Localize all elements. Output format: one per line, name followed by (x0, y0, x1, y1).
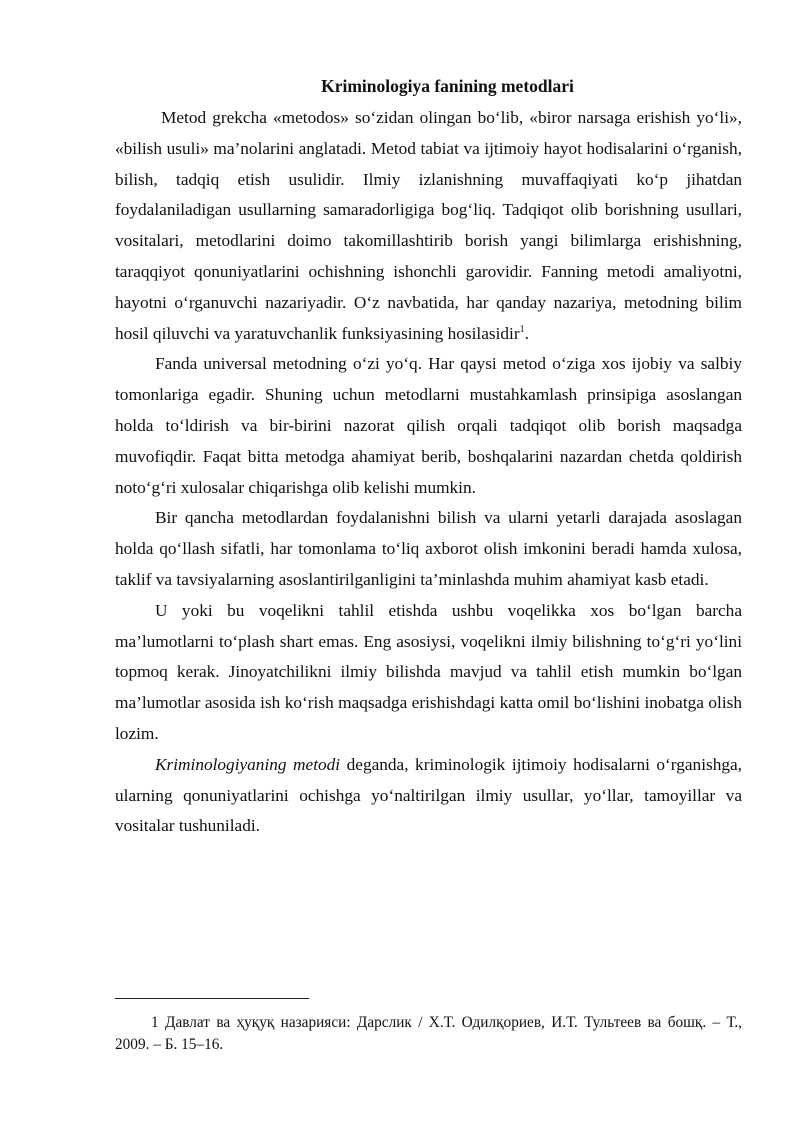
document-title: Kriminologiya fanining metodlari (321, 76, 574, 96)
footnote (115, 1012, 742, 1056)
paragraph-2 (115, 349, 742, 503)
paragraph-text: Bir qancha metodlardan foydalanishni bilish va ularni yetarli darajada asoslagan holda qo‘llash sifatli, har tomonlama to‘liq axborot olish imkonini beradi hamda xulosa, taklif va tavsiyalarning asoslantirilganligini ta’minlashda muhim ahamiyat kasb etadi. (115, 508, 742, 589)
footnote-reference[interactable]: 1 (519, 323, 525, 335)
paragraph-text: Fanda universal metodning o‘zi yo‘q. Har qaysi metod o‘ziga xos ijobiy va salbiy tomonlariga egadir. Shuning uchun metodlarni mustahkamlash prinsipiga asoslangan holda to‘ldirish va bir-birini nazorat qilish orqali tadqiqot olib borish maqsadga muvofiqdir. Faqat bitta metodga ahamiyat berib, boshqalarini nazardan chetda qoldirish noto‘g‘ri xulosalar chiqarishga olib kelishi mumkin. (115, 354, 742, 497)
paragraph-text: Metod grekcha «metodos» so‘zidan olingan bo‘lib, «biror narsaga erishish yo‘li», «bilish usuli» ma’nolarini anglatadi. Metod tabiat va ijtimoiy hayot hodisalarini o‘rganish, bilish, tadqiq etish usulidir. Ilmiy izlanishning muvaffaqiyati ko‘p jihatdan foydalaniladigan usullarning samaradorligiga bog‘liq. Tadqiqot olib borishning usullari, vositalari, metodlarini doimo takomillashtirib borish yangi bilimlarga erishishning, taraqqiyot qonuniyatlarini ochishning ishonchli garovidir. Fanning metodi amaliyotni, hayotni o‘rganuvchi nazariyadir. O‘z navbatida, har qanday nazariya, metodning bilim hosil qiluvchi va yaratuvchanlik funksiyasining hosilasidir (115, 108, 742, 343)
paragraph-5 (115, 750, 742, 842)
paragraph-text: deganda, kriminologik ijtimoiy hodisalarni o‘rganishga, ularning qonuniyatlarini ochishga yo‘naltirilgan ilmiy usullar, yo‘llar, tamoyillar va vositalar tushuniladi. (115, 754, 742, 836)
paragraph-text: U yoki bu voqelikni tahlil etishda ushbu voqelikka xos bo‘lgan barcha ma’lumotlarni to‘plash shart emas. Eng asosiysi, voqelikni ilmiy bilishning to‘g‘ri yo‘lini topmoq kerak. Jinoyatchilikni ilmiy bilishda mavjud va tahlil etish mumkin bo‘lgan ma’lumotlar asosida ish ko‘rish maqsadga erishishdagi katta omil bo‘lishini inobatga olish lozim. (115, 600, 742, 743)
paragraph-1 (115, 103, 742, 349)
paragraph-3 (115, 503, 742, 595)
italic-term: Kriminologiyaning metodi (155, 754, 341, 774)
paragraph-4 (115, 596, 742, 750)
footnote-separator (115, 998, 309, 999)
footnote-text: Давлат ва ҳуқуқ назарияси: Дарслик / Х.Т. Одилқориев, И.Т. Тультеев ва бошқ. – Т., 2009. – Б. 15–16. (115, 1014, 742, 1053)
document-page (115, 0, 742, 1131)
footnote-number: 1 (151, 1014, 159, 1031)
paragraph-tail: . (524, 323, 529, 343)
document-body (115, 103, 742, 842)
